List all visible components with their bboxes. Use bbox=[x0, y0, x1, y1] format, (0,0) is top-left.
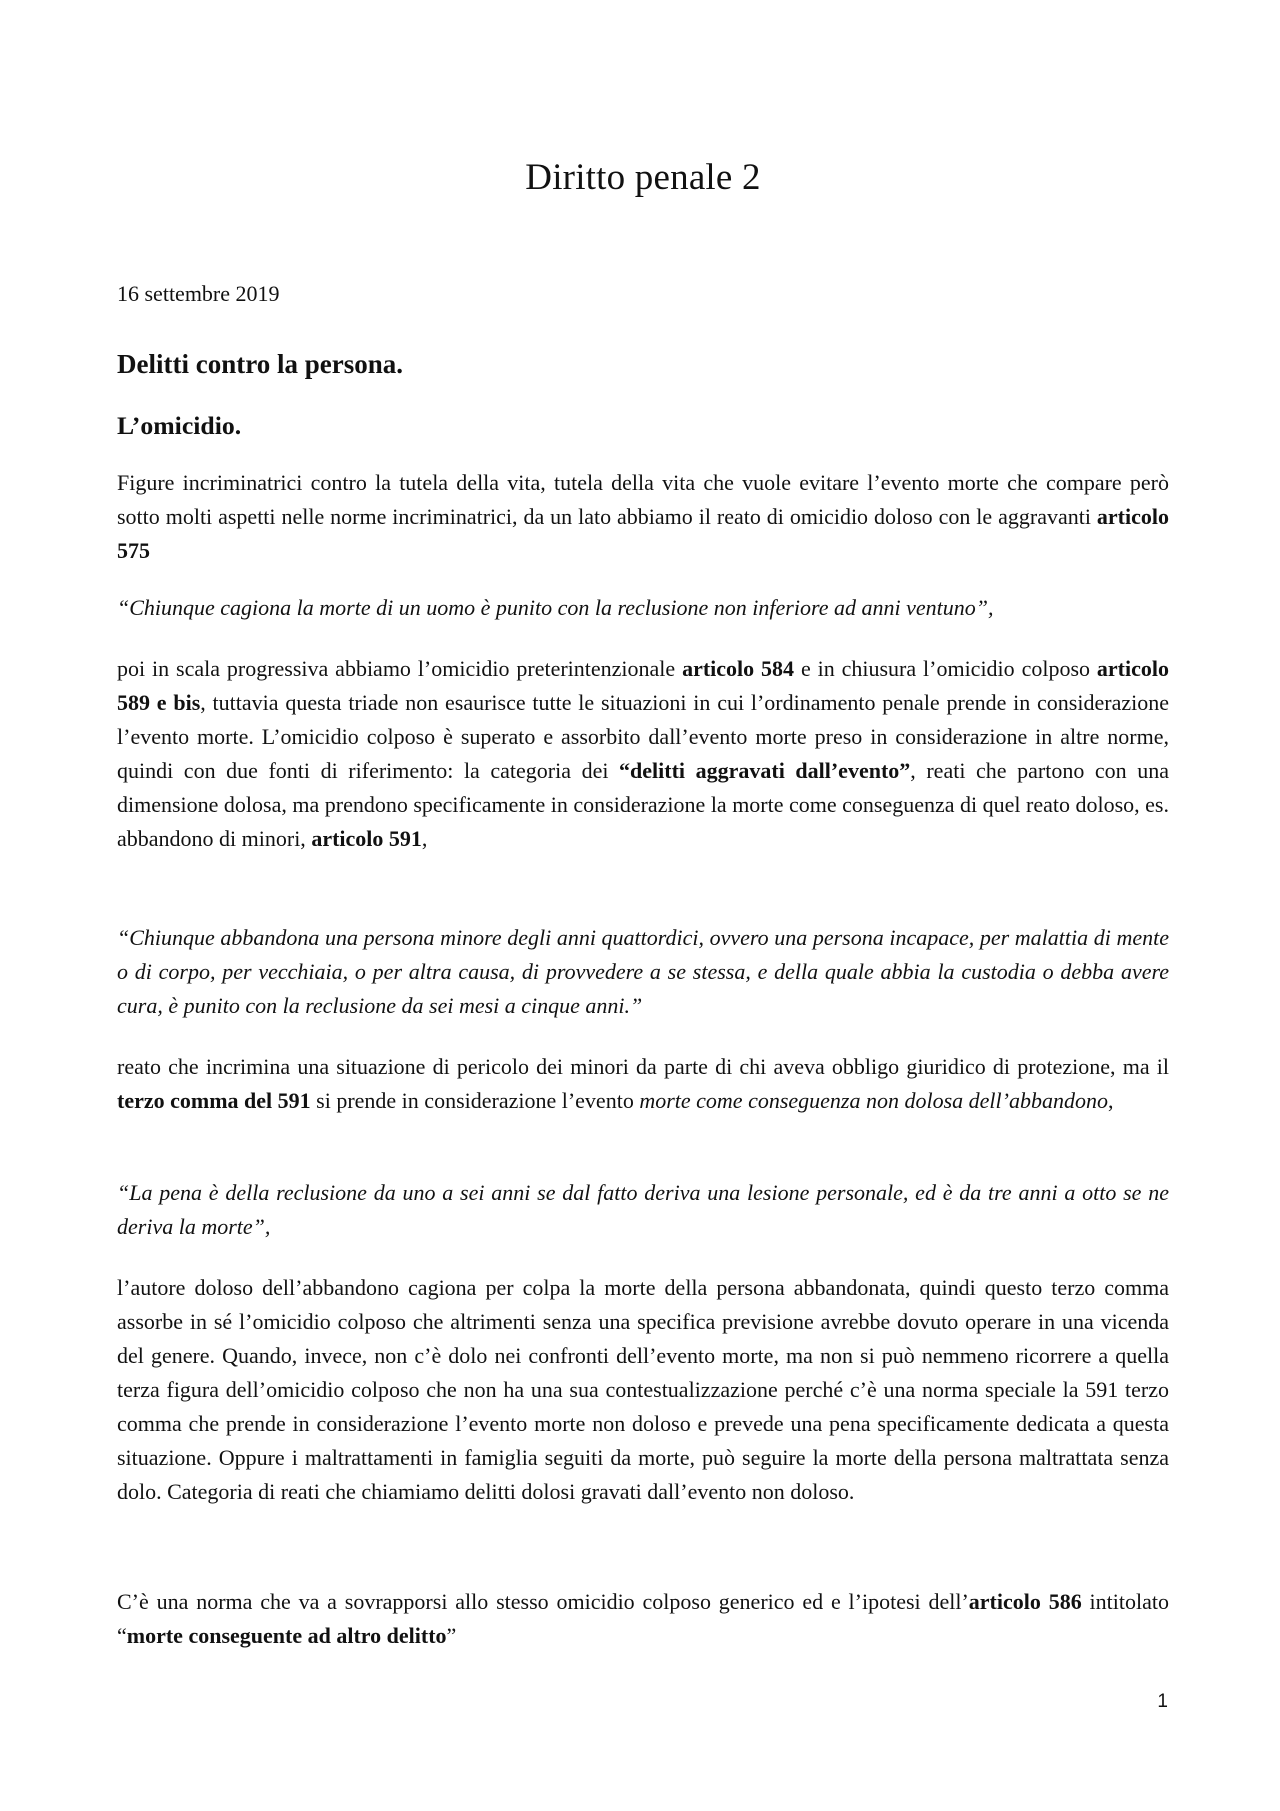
paragraph-2-text-a: poi in scala progressiva abbiamo l’omicidio preterintenzionale bbox=[117, 656, 683, 681]
paragraph-5-text-c: intitolato bbox=[1081, 1589, 1169, 1614]
document-title: Diritto penale 2 bbox=[525, 157, 761, 198]
paragraph-1-text: Figure incriminatrici contro la tutela della vita, tutela della vita che vuole evitare l’evento morte che compare però sotto molti aspetti nelle norme incriminatrici, da un lato abbiamo il reato di omicidio doloso con le aggravanti bbox=[117, 470, 1169, 529]
paragraph-2-text-e: , tuttavia questa triade non esaurisce tutte le situazioni in cui l’ordinamento penale prende in considerazione l’evento morte. L’omicidio colposo è superato e assorbito dall’evento morte preso in considerazione in altre norme, quindi con due fonti di riferimento: la categoria dei bbox=[117, 690, 1169, 783]
article-584-ref: articolo 584 bbox=[682, 656, 795, 681]
morte-conseguenza-term: morte come conseguenza non dolosa dell’abbandono bbox=[639, 1088, 1108, 1113]
terzo-comma-ref: terzo comma del 591 bbox=[117, 1088, 311, 1113]
paragraph-4: l’autore doloso dell’abbandono cagiona per colpa la morte della persona abbandonata, quindi questo terzo comma assorbe in sé l’omicidio colposo che altrimenti senza una specifica previsione avrebbe dovuto operare in una vicenda del genere. Quando, invece, non c’è dolo nei confronti dell’evento morte, ma non si può nemmeno ricorrere a quella terza figura dell’omicidio colposo che non ha una sua contestualizzazione perché c’è una norma speciale la 591 terzo comma che prende in considerazione l’evento morte non doloso e prevede una pena specificamente dedicata a questa situazione. Oppure i maltrattamenti in famiglia seguiti da morte, può seguire la morte della persona maltrattata senza dolo. Categoria di reati che chiamiamo delitti dolosi gravati dall’evento non doloso. bbox=[117, 1275, 1169, 1504]
paragraph-3 bbox=[117, 1050, 1169, 1118]
paragraph-2 bbox=[117, 652, 1169, 856]
page-number: 1 bbox=[1157, 1691, 1168, 1712]
quote-2: “Chiunque abbandona una persona minore degli anni quattordici, ovvero una persona incapace, per malattia di mente o di corpo, per vecchiaia, o per altra causa, di provvedere a se stessa, e della quale abbia la custodia o debba avere cura, è punito con la reclusione da sei mesi a cinque anni.” bbox=[117, 925, 1169, 1018]
article-589-ref: articolo 589 e bis bbox=[117, 656, 1169, 715]
paragraph-5-text-a: C’è una norma che va a sovrapporsi allo stesso omicidio colposo generico ed e l’ipotesi dell’ bbox=[117, 1589, 969, 1614]
paragraph-3-text-c: si prende in considerazione l’evento bbox=[310, 1088, 640, 1113]
quote-1: “Chiunque cagiona la morte di un uomo è punito con la reclusione non inferiore ad anni ventuno”, bbox=[117, 595, 994, 620]
paragraph-2-text-g: , reati che partono con una dimensione dolosa, ma prendono specificamente in considerazione la morte come conseguenza di quel reato doloso, es. abbandono di minori, bbox=[117, 758, 1170, 851]
close-quote: ” bbox=[446, 1623, 457, 1648]
article-575-ref: articolo 575 bbox=[117, 504, 1169, 563]
paragraph-2-text-i: , bbox=[421, 826, 428, 851]
subsection-heading: L’omicidio. bbox=[117, 411, 242, 440]
article-591-ref: articolo 591 bbox=[311, 826, 422, 851]
article-586-ref: articolo 586 bbox=[968, 1589, 1082, 1614]
document-date: 16 settembre 2019 bbox=[117, 281, 280, 306]
paragraph-5 bbox=[117, 1585, 1169, 1653]
paragraph-3-text-a: reato che incrimina una situazione di pericolo dei minori da parte di chi aveva obbligo giuridico di protezione, ma il bbox=[117, 1054, 1169, 1079]
section-heading: Delitti contro la persona. bbox=[117, 349, 403, 379]
open-quote: “ bbox=[117, 1623, 127, 1648]
paragraph-2-text-c: e in chiusura l’omicidio colposo bbox=[794, 656, 1097, 681]
morte-conseguente-term: morte conseguente ad altro delitto bbox=[126, 1623, 447, 1648]
paragraph-1 bbox=[117, 466, 1169, 568]
quote-3: “La pena è della reclusione da uno a sei anni se dal fatto deriva una lesione personale, ed è da tre anni a otto se ne deriva la morte”, bbox=[117, 1180, 1169, 1239]
delitti-aggravati-term: “delitti aggravati dall’evento” bbox=[619, 758, 911, 783]
paragraph-3-text-e: , bbox=[1107, 1088, 1114, 1113]
